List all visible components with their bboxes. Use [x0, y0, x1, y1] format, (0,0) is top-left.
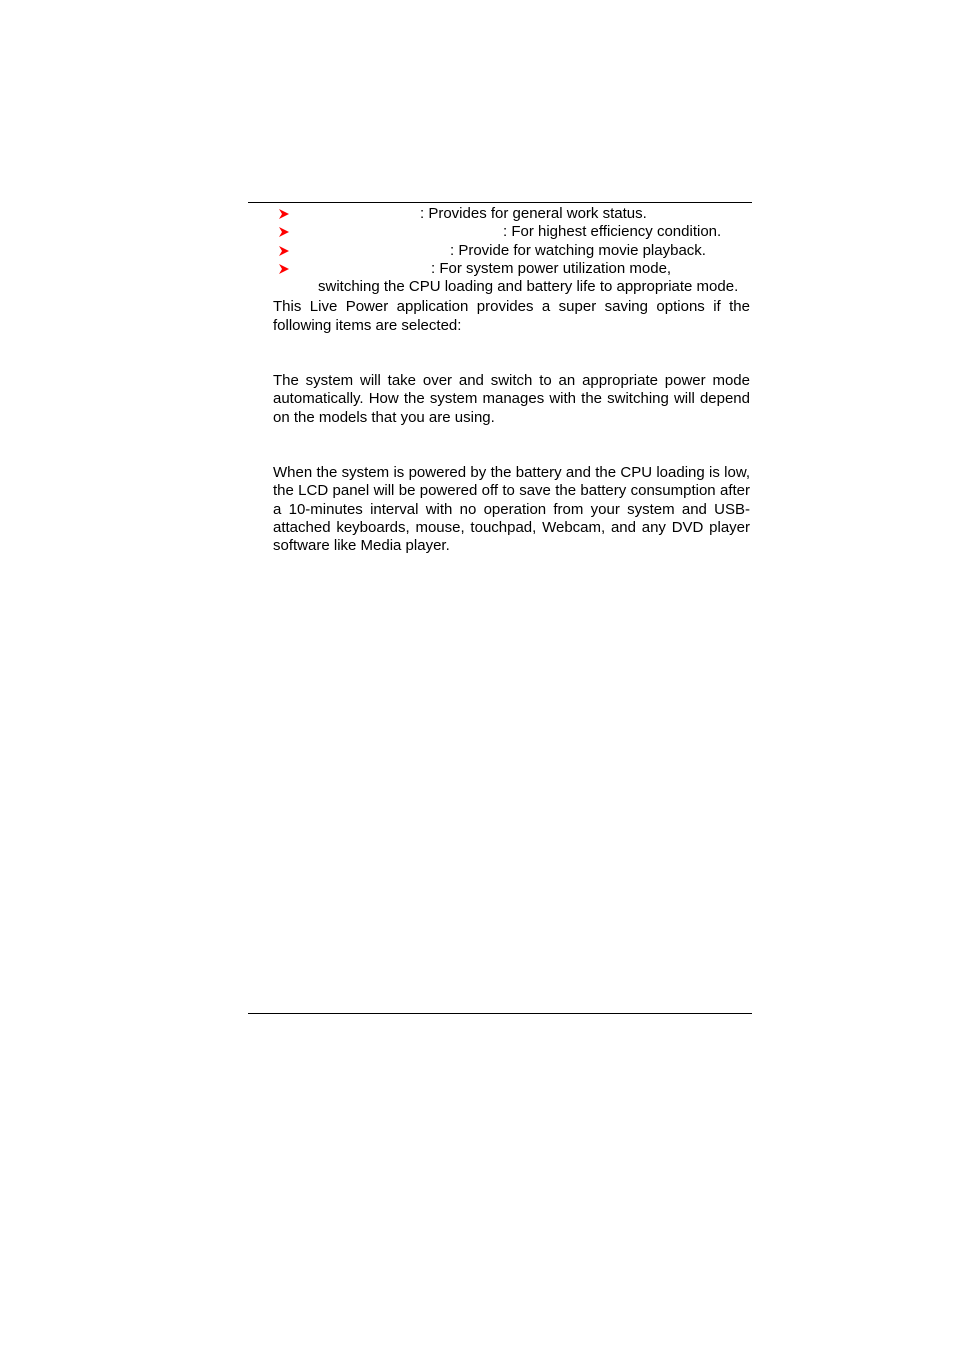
- arrow-bullet-icon: [278, 205, 290, 223]
- bullet-item: [273, 223, 750, 241]
- arrow-bullet-icon: [278, 242, 290, 260]
- arrow-bullet-icon: [278, 223, 290, 241]
- bullet-item: [273, 205, 750, 223]
- arrow-bullet-icon: [278, 260, 290, 278]
- bullet-text: : For system power utilization mode,: [431, 259, 672, 277]
- bullet-text: : Provide for watching movie playback.: [450, 241, 706, 259]
- lcd-off-paragraph: When the system is powered by the battery and the CPU loading is low, the LCD panel will be powered off to save the battery consumption after a 10-minutes interval with no operation from your system and USB-attached keyboards, mouse, touchpad, Webcam, and any DVD player software like Media player.: [273, 463, 750, 555]
- bullet-item: [273, 242, 750, 260]
- auto-switch-paragraph: The system will take over and switch to an appropriate power mode automatically. How the system manages with the switching will depend on the models that you are using.: [273, 372, 750, 426]
- bullet-text: : For highest efficiency condition.: [503, 223, 722, 241]
- page-content: [273, 205, 750, 555]
- bullet-item: [273, 260, 750, 278]
- intro-paragraph: This Live Power application provides a super saving options if the following items are selected:: [273, 298, 750, 334]
- bullet-text: : Provides for general work status.: [420, 205, 647, 222]
- footer-rule: [248, 1013, 752, 1014]
- header-rule: [248, 202, 752, 203]
- bullet-continuation: switching the CPU loading and battery life to appropriate mode.: [318, 278, 739, 296]
